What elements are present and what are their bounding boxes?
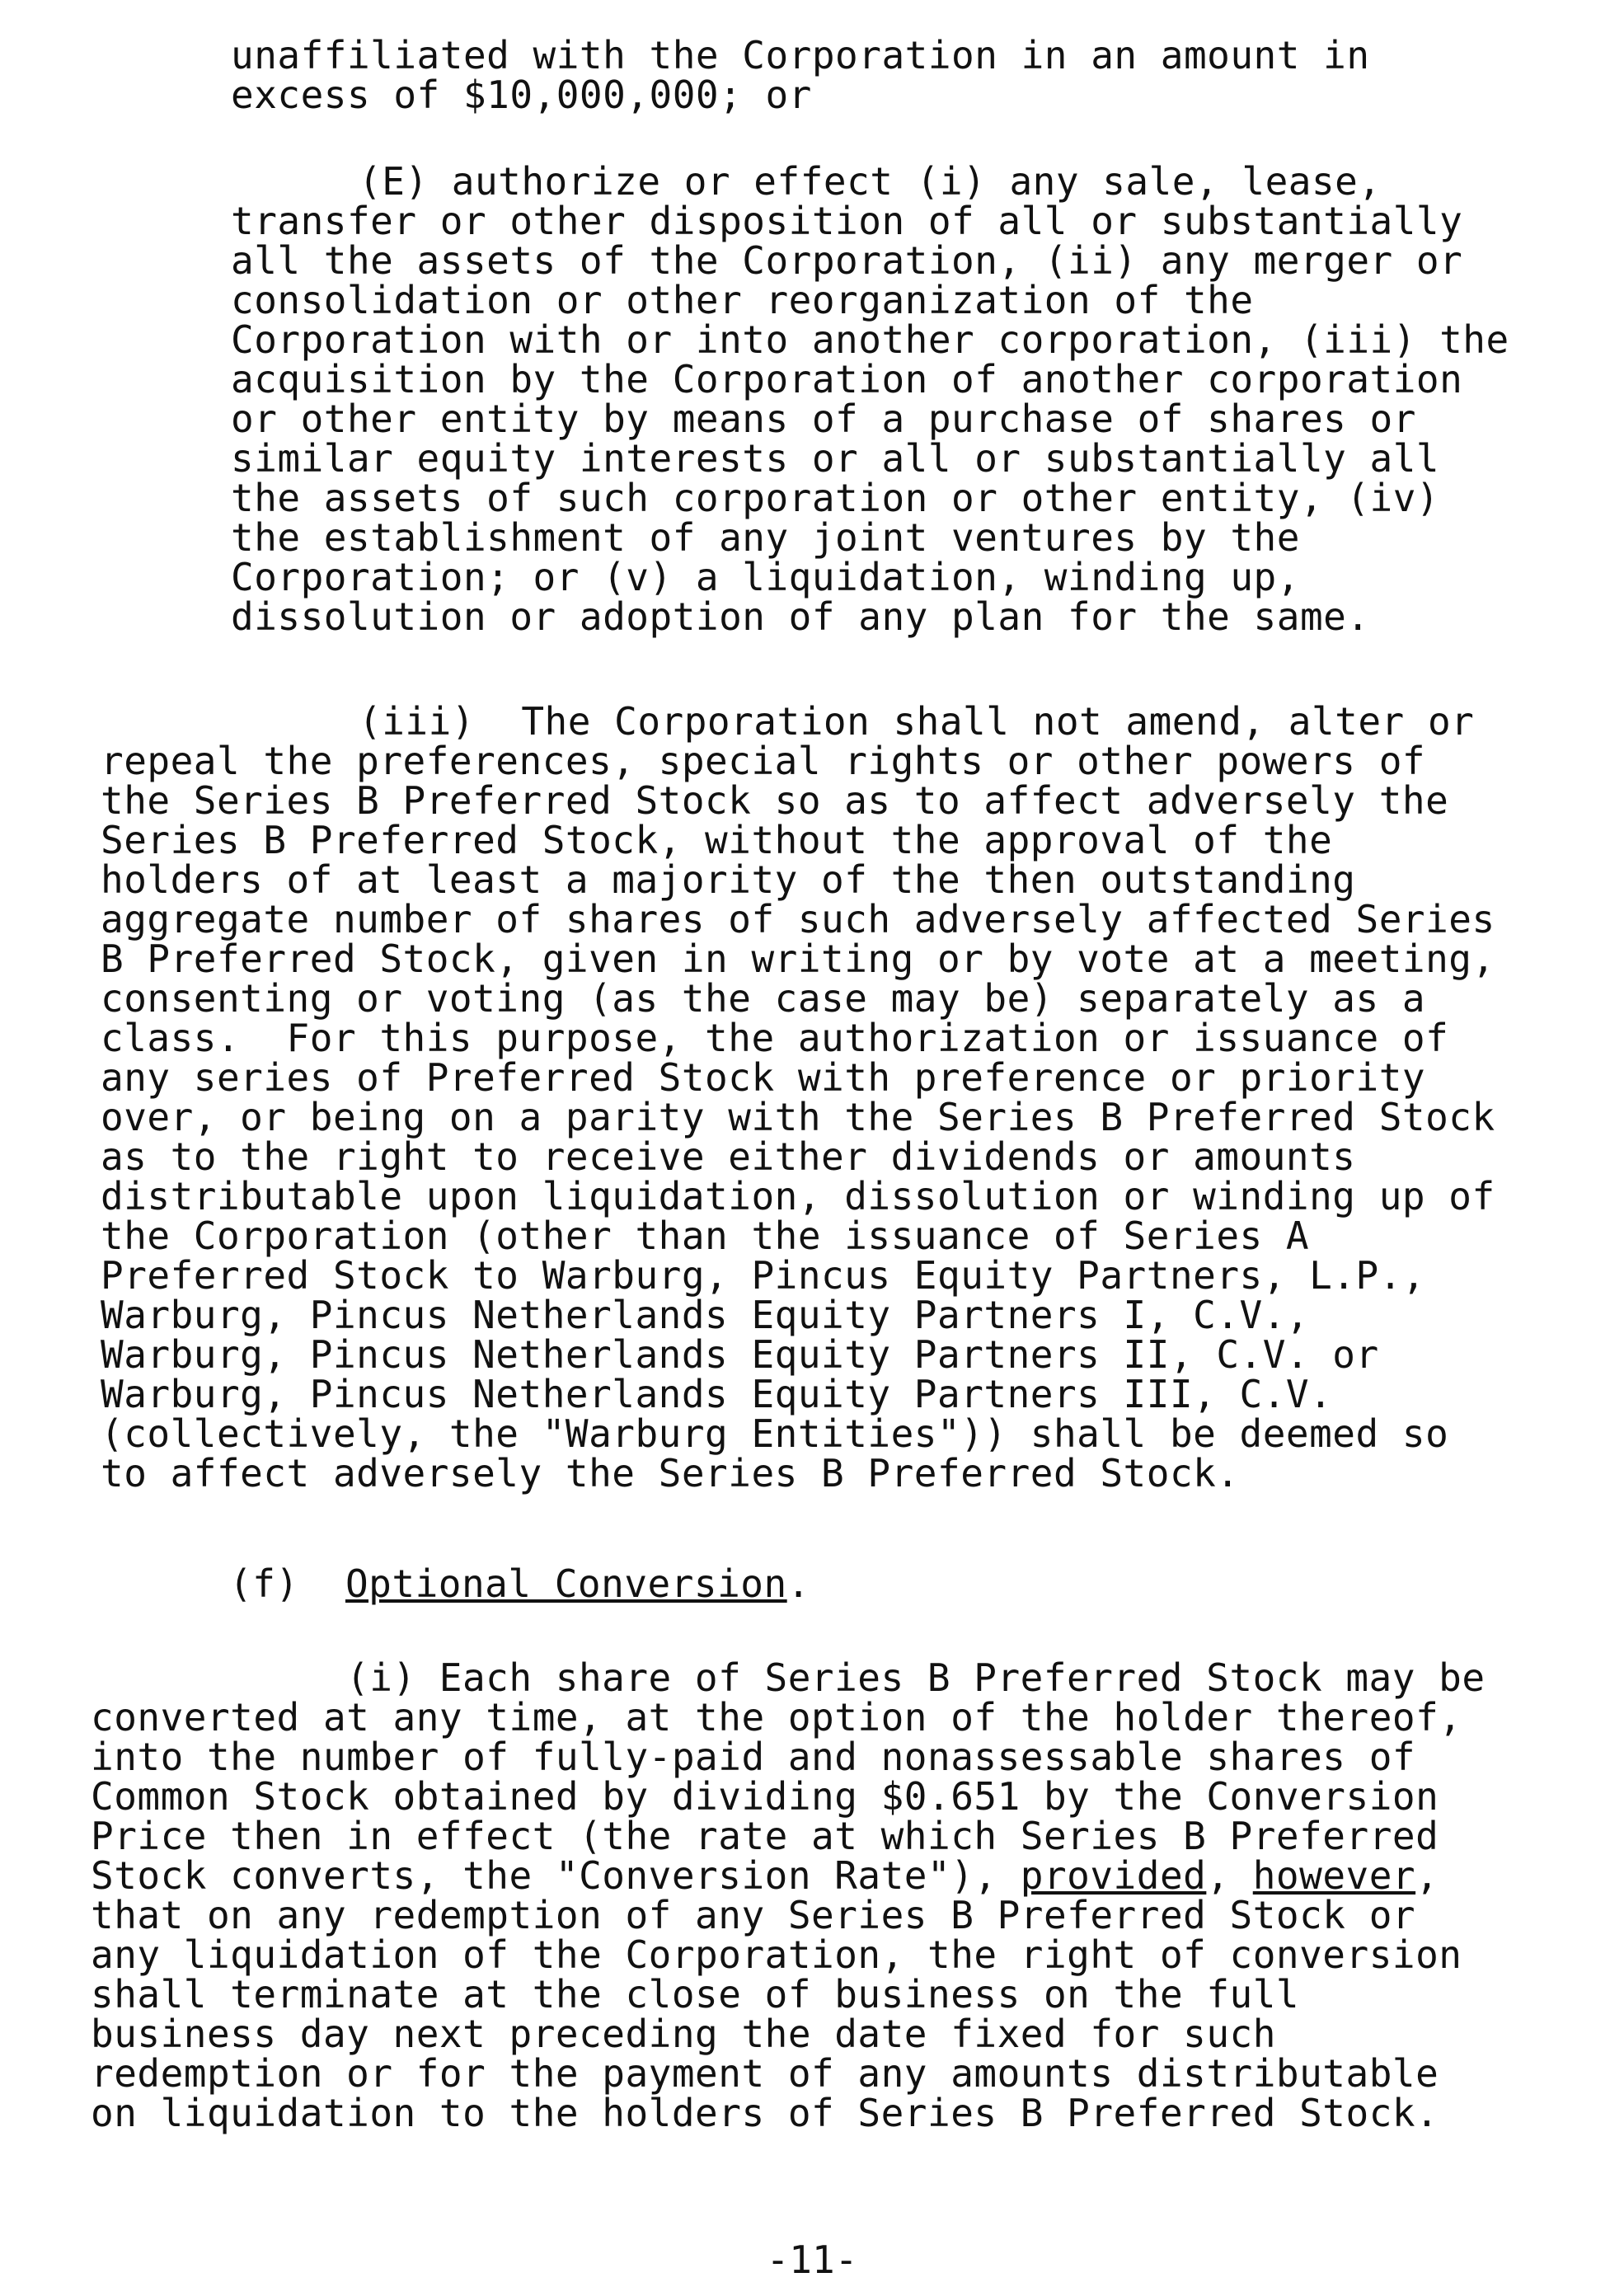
text-line: the Series B Preferred Stock so as to affect adversely the bbox=[101, 778, 1449, 823]
text-line: excess of $10,000,000; or bbox=[231, 73, 812, 117]
text-line: all the assets of the Corporation, (ii) any merger or bbox=[231, 238, 1463, 283]
section-title: Optional Conversion bbox=[345, 1561, 787, 1606]
text-line bbox=[91, 1855, 1439, 1896]
text-fragment: Stock converts, the "Conversion Rate"), bbox=[91, 1853, 1021, 1898]
text-line: aggregate number of shares of such adversely affected Series bbox=[101, 897, 1495, 941]
text-line: (E) authorize or effect (i) any sale, lease, bbox=[359, 159, 1382, 204]
text-line: redemption or for the payment of any amounts distributable bbox=[91, 2051, 1439, 2096]
section-label: (f) bbox=[229, 1561, 299, 1606]
text-line: into the number of fully-paid and nonassessable shares of bbox=[91, 1735, 1416, 1779]
emphasis-however: however bbox=[1252, 1853, 1416, 1898]
text-line: dissolution or adoption of any plan for the same. bbox=[231, 594, 1370, 639]
text-line: Corporation with or into another corporation, (iii) the bbox=[231, 317, 1509, 362]
text-line: (iii) The Corporation shall not amend, alter or bbox=[359, 699, 1475, 744]
text-line: (i) Each share of Series B Preferred Stock may be bbox=[346, 1655, 1486, 1700]
text-line: Corporation; or (v) a liquidation, winding up, bbox=[231, 555, 1300, 599]
text-line: shall terminate at the close of business on the full bbox=[91, 1972, 1300, 2017]
text-line: the assets of such corporation or other entity, (iv) bbox=[231, 476, 1440, 520]
text-line: (collectively, the "Warburg Entities")) shall be deemed so bbox=[101, 1411, 1449, 1456]
text-line: Preferred Stock to Warburg, Pincus Equity Partners, L.P., bbox=[101, 1253, 1426, 1298]
text-line: consolidation or other reorganization of the bbox=[231, 278, 1254, 322]
text-line: Price then in effect (the rate at which Series B Preferred bbox=[91, 1814, 1439, 1858]
text-line: Warburg, Pincus Netherlands Equity Partners III, C.V. bbox=[101, 1372, 1333, 1416]
section-title-period: . bbox=[786, 1561, 810, 1606]
text-line: the establishment of any joint ventures by the bbox=[231, 515, 1300, 560]
text-line: Series B Preferred Stock, without the approval of the bbox=[101, 818, 1333, 862]
text-line: Warburg, Pincus Netherlands Equity Partners I, C.V., bbox=[101, 1293, 1310, 1337]
text-line: business day next preceding the date fixed for such bbox=[91, 2012, 1276, 2056]
text-line: any series of Preferred Stock with preference or priority bbox=[101, 1055, 1426, 1100]
text-line: holders of at least a majority of the then outstanding bbox=[101, 857, 1356, 902]
page-number: -11- bbox=[766, 2237, 858, 2282]
text-line: over, or being on a parity with the Series B Preferred Stock bbox=[101, 1095, 1495, 1139]
text-line: acquisition by the Corporation of another corporation bbox=[231, 357, 1463, 401]
emphasis-provided: provided bbox=[1020, 1853, 1207, 1898]
text-line: that on any redemption of any Series B Preferred Stock or bbox=[91, 1893, 1416, 1937]
text-line: class. For this purpose, the authorization or issuance of bbox=[101, 1016, 1449, 1060]
text-line: B Preferred Stock, given in writing or by vote at a meeting, bbox=[101, 937, 1495, 981]
text-line: repeal the preferences, special rights or other powers of bbox=[101, 739, 1426, 783]
text-line: unaffiliated with the Corporation in an amount in bbox=[231, 33, 1370, 77]
text-line: as to the right to receive either dividends or amounts bbox=[101, 1134, 1356, 1179]
text-line: the Corporation (other than the issuance of Series A bbox=[101, 1214, 1310, 1258]
section-heading bbox=[229, 1563, 810, 1604]
text-line: consenting or voting (as the case may be) separately as a bbox=[101, 976, 1426, 1021]
text-line: Warburg, Pincus Netherlands Equity Partners II, C.V. or bbox=[101, 1332, 1379, 1377]
text-line: distributable upon liquidation, dissolution or winding up of bbox=[101, 1174, 1495, 1218]
text-line: or other entity by means of a purchase of shares or bbox=[231, 397, 1416, 441]
text-fragment: , bbox=[1415, 1853, 1439, 1898]
text-line: on liquidation to the holders of Series B Preferred Stock. bbox=[91, 2091, 1439, 2135]
text-line: any liquidation of the Corporation, the right of conversion bbox=[91, 1932, 1462, 1977]
text-line: converted at any time, at the option of the holder thereof, bbox=[91, 1695, 1462, 1740]
text-line: Common Stock obtained by dividing $0.651 by the Conversion bbox=[91, 1774, 1439, 1819]
text-line: transfer or other disposition of all or substantially bbox=[231, 199, 1463, 243]
text-fragment: , bbox=[1206, 1853, 1253, 1898]
text-line: similar equity interests or all or substantially all bbox=[231, 436, 1440, 481]
text-line: to affect adversely the Series B Preferred Stock. bbox=[101, 1451, 1240, 1496]
